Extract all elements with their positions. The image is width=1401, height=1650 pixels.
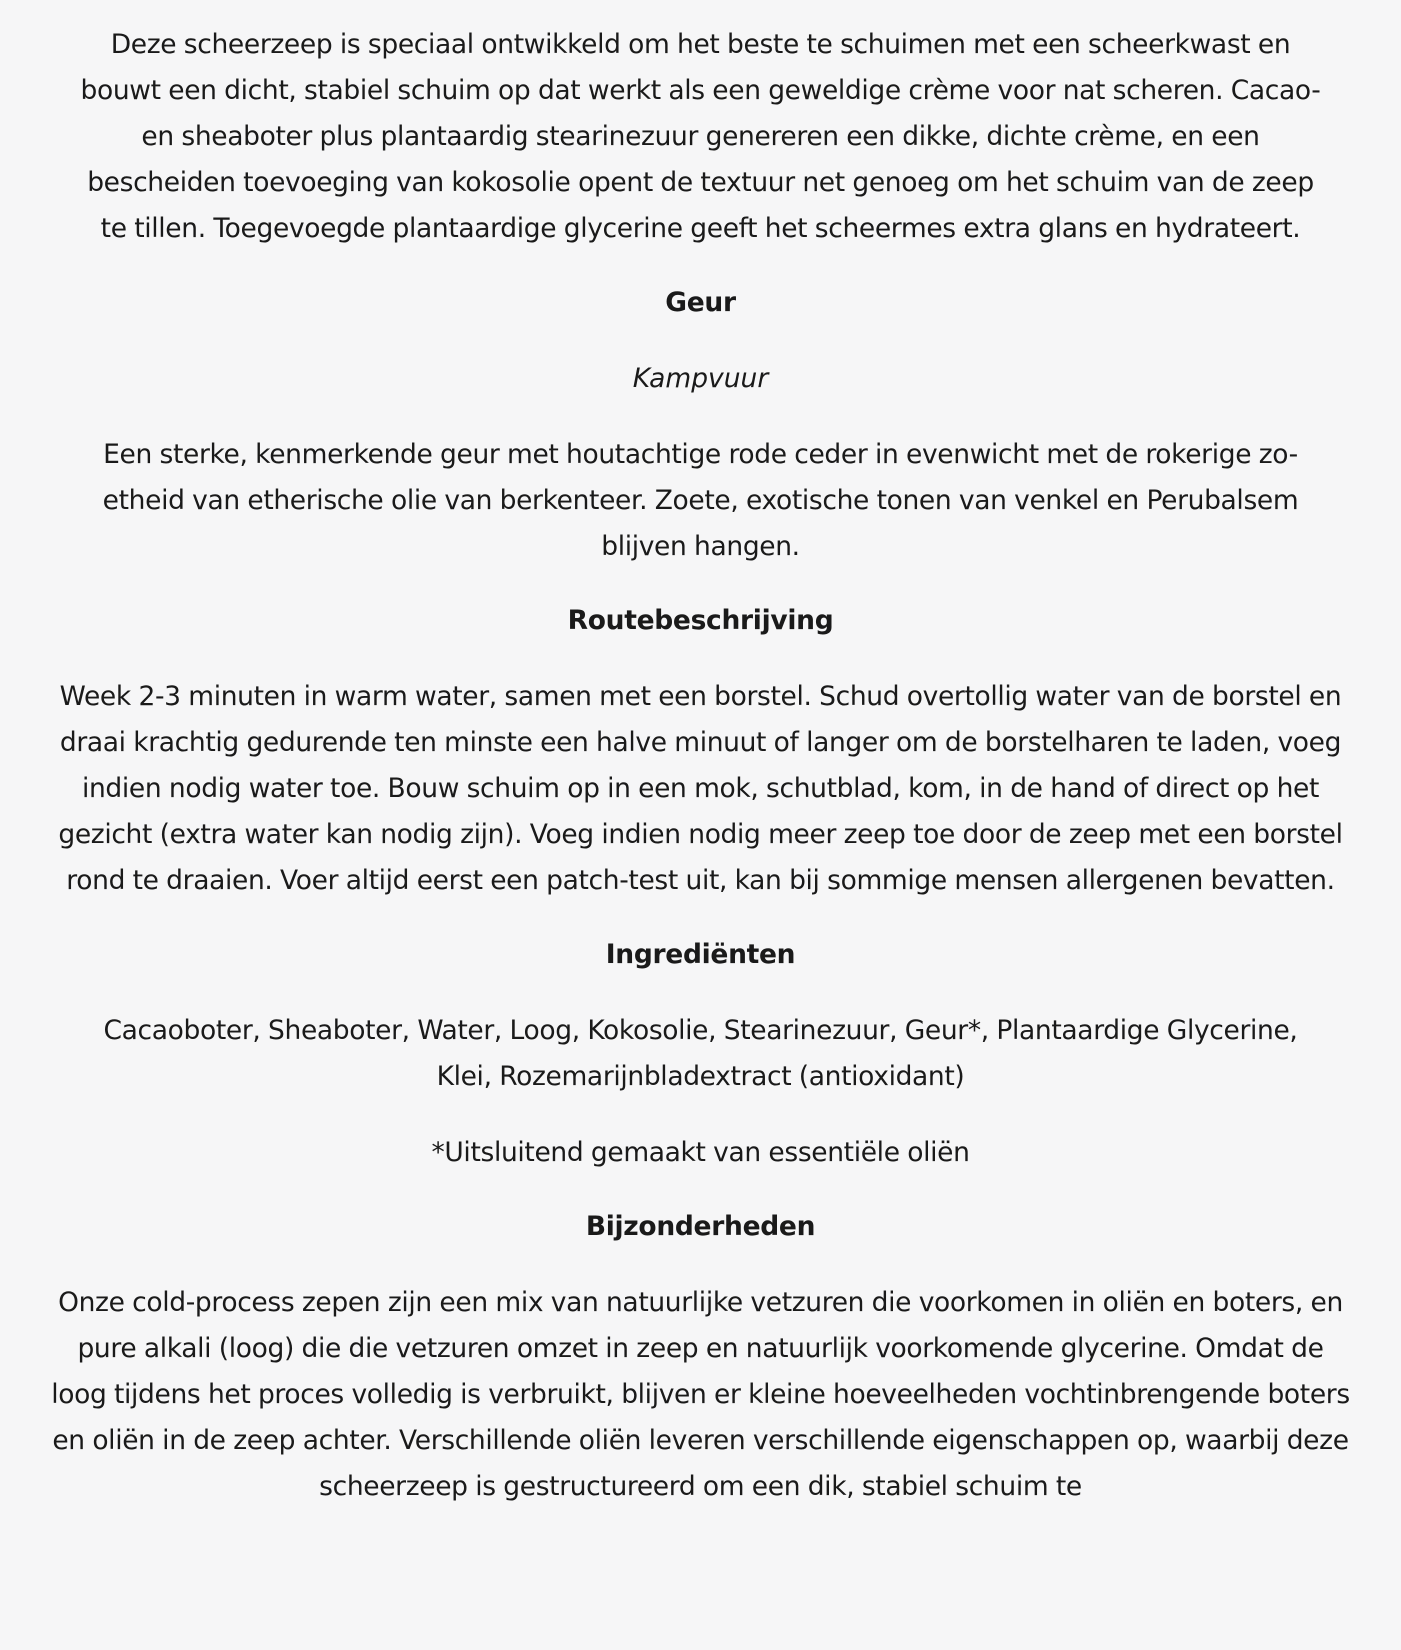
ingredients-footnote: *Uitsluitend gemaakt van essentiële oliën <box>431 1137 970 1168</box>
details-paragraph: Onze cold-process zepen zijn een mix van natuurlijke vetzuren die voorkomen in oliën en boters, en pure alkali (loog) die die vetzuren omzet in zeep en natuurlijk voorkomende glycerine. Omdat de loog tijdens het proces volledig is verbruikt, blijven er kleine hoeveelheden vochtinbrengende boters en oliën in de zeep achter. Verschillende oliën leveren verschillende eigenschappen op, waarbij deze scheerzeep is gestructureerd om een dik, stabiel schuim te <box>51 1287 1350 1502</box>
scent-name: Kampvuur <box>632 363 769 394</box>
ingredients-heading: Ingrediënten <box>605 939 796 970</box>
scent-heading: Geur <box>665 287 736 318</box>
details-heading: Bijzonderheden <box>585 1211 816 1242</box>
directions-heading: Routebeschrijving <box>567 605 834 636</box>
directions-paragraph: Week 2-3 minuten in warm water, samen met een borstel. Schud overtollig water van de borstel en draai krachtig gedurende ten minste een halve minuut of langer om de borstelharen te laden, voeg indien nodig water toe. Bouw schuim op in een mok, schutblad, kom, in de hand of direct op het gezicht (extra water kan nodig zijn). Voeg indien nodig meer zeep toe door de zeep met een borstel rond te draaien. Voer altijd eerst een patch-test uit, kan bij sommige mensen allergenen bevatten. <box>58 681 1343 896</box>
scent-description: Een sterke, kenmerkende geur met houtachtige rode ceder in evenwicht met de rokerige zo-etheid van etherische olie van berkenteer. Zoete, exotische tonen van venkel en Perubalsem blijven hangen. <box>102 439 1299 562</box>
ingredients-list: Cacaoboter, Sheaboter, Water, Loog, Kokosolie, Stearinezuur, Geur*, Plantaardige Glycerine, Klei, Rozemarijnbladextract (antioxidant) <box>103 1015 1298 1092</box>
intro-paragraph: Deze scheerzeep is speciaal ontwikkeld om het beste te schuimen met een scheerkwast en bouwt een dicht, stabiel schuim op dat werkt als een geweldige crème voor nat scheren. Cacao- en sheaboter plus plantaardig stearinezuur genereren een dikke, dichte crème, en een bescheiden toevoeging van kokosolie opent de textuur net genoeg om het schuim van de zeep te tillen. Toegevoegde plantaardige glycerine geeft het scheermes extra glans en hydrateert. <box>80 29 1321 244</box>
